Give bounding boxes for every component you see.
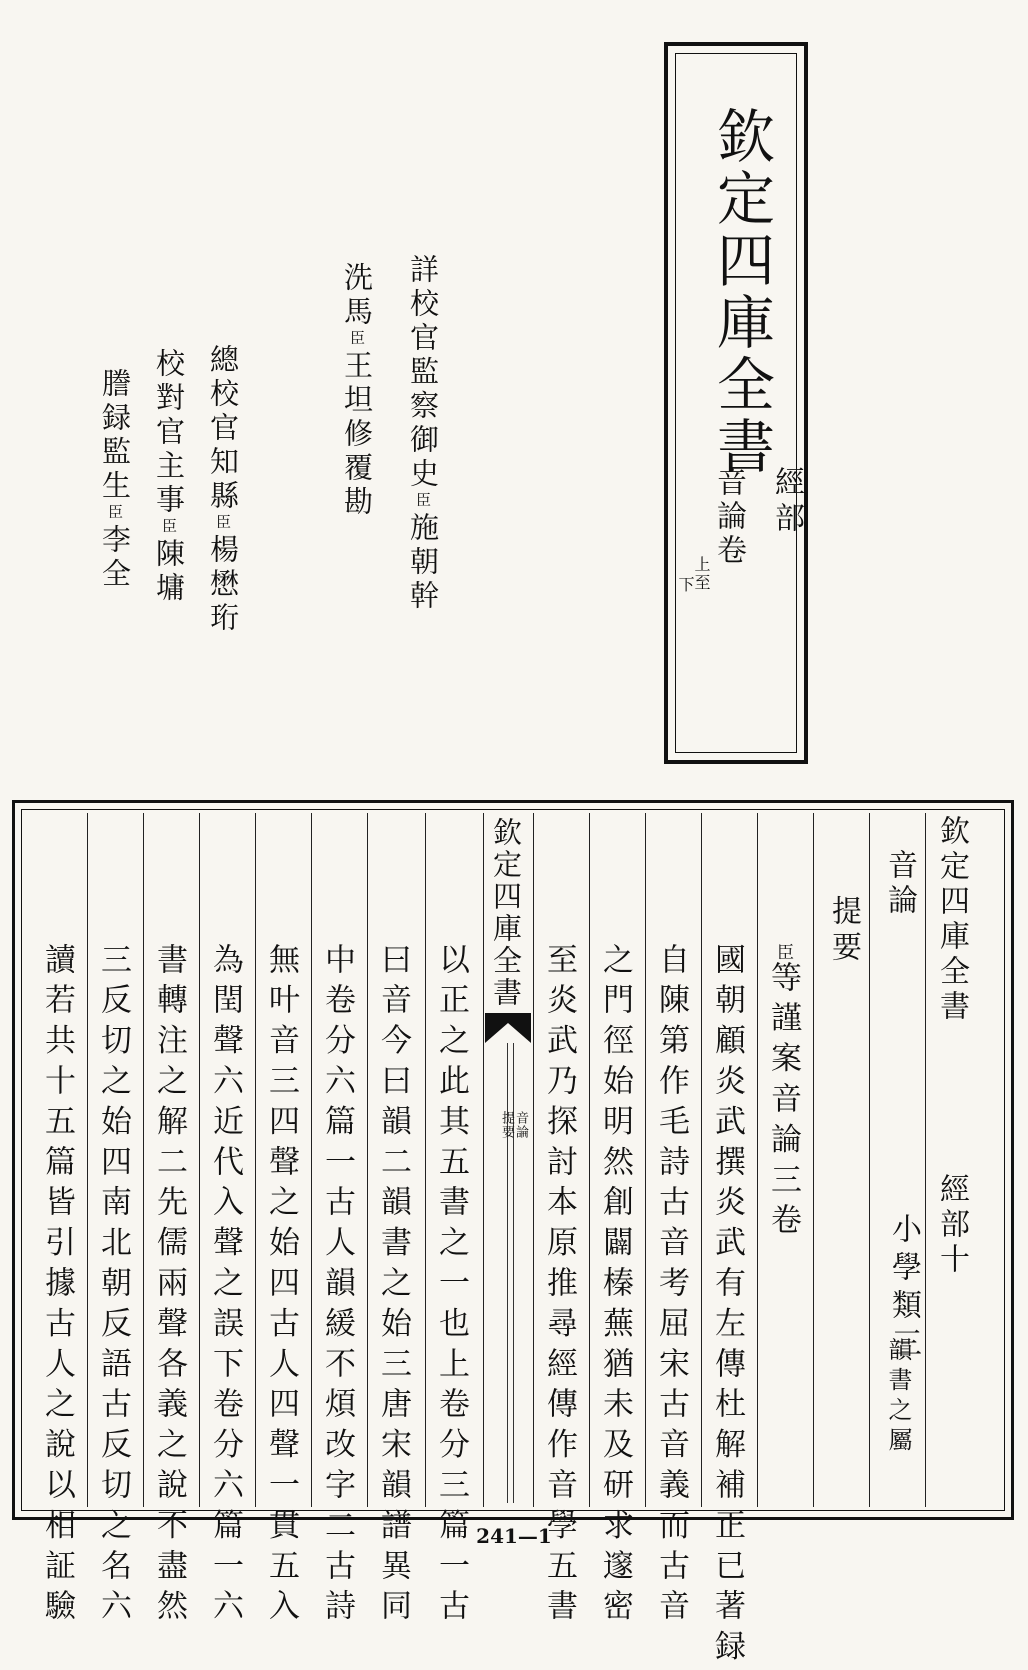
text-column: 書轉注之解二先儒兩聲各義之說不盡然	[151, 943, 187, 1630]
classification-sub: 韻書之屬	[884, 1337, 912, 1457]
credit-detail-b-marker: 臣	[348, 330, 366, 350]
slip-volume-b: 下	[676, 576, 695, 592]
column-rule	[813, 813, 814, 1507]
column-rule	[311, 813, 312, 1507]
page-header-category: 經部十	[934, 1173, 969, 1278]
fold-note-section: 提要	[499, 1111, 514, 1139]
credit-copyist-name: 李全	[98, 524, 132, 592]
credit-collator-marker: 臣	[160, 518, 178, 538]
page-header-title: 欽定四庫全書	[934, 815, 969, 1025]
text-column: 臣等謹案音論三卷	[765, 943, 801, 1244]
column-rule	[533, 813, 534, 1507]
credit-detail-b-title: 洗馬	[340, 262, 374, 330]
credit-chief	[206, 344, 240, 636]
fold-strip	[483, 811, 533, 1511]
column-rule	[869, 813, 870, 1507]
credit-copyist	[98, 368, 132, 592]
credit-copyist-title: 謄録監生	[98, 368, 132, 504]
credit-chief-marker: 臣	[214, 514, 232, 534]
slip-volume-a: 上至	[692, 556, 711, 592]
classification: 小學類三	[886, 1213, 921, 1365]
text-column: 以正之此其五書之一也上卷分三篇一古	[433, 943, 469, 1630]
credit-copyist-marker: 臣	[106, 504, 124, 524]
text-column: 曰音今曰韻二韻書之始三唐宋韻譜異同	[375, 943, 411, 1630]
credit-detail-a-name: 施朝幹	[406, 512, 440, 614]
page-number: 241—1	[476, 1524, 552, 1548]
fold-line	[507, 1043, 508, 1503]
column-rule	[925, 813, 926, 1507]
book-title: 音論	[882, 849, 917, 919]
column-rule	[589, 813, 590, 1507]
column-rule	[367, 813, 368, 1507]
slip-section: 經部	[769, 466, 804, 538]
credit-detail-a	[406, 254, 440, 614]
column-rule	[199, 813, 200, 1507]
credit-detail-b-name: 王坦修覆勘	[340, 350, 374, 520]
credit-chief-title: 總校官知縣	[206, 344, 240, 514]
column-rule	[645, 813, 646, 1507]
credit-detail-a-title: 詳校官監察御史	[406, 254, 440, 492]
text-column: 為閏聲六近代入聲之誤下卷分六篇一六	[207, 943, 243, 1630]
text-column: 之門徑始明然創闢榛蕪猶未及研求邃密	[597, 943, 633, 1630]
text-column: 無叶音三四聲之始四古人四聲一貫五入	[263, 943, 299, 1630]
column-rule	[425, 813, 426, 1507]
column-rule	[87, 813, 88, 1507]
fold-line	[513, 1043, 514, 1503]
text-column: 國朝顧炎武撰炎武有左傳杜解補正已著録	[709, 943, 745, 1670]
credit-collator-title: 校對官主事	[152, 348, 186, 518]
column-rule	[255, 813, 256, 1507]
column-rule	[483, 813, 484, 1507]
column-rule	[701, 813, 702, 1507]
fold-note-book: 音論	[513, 1111, 528, 1139]
slip-book: 音論卷	[711, 466, 746, 568]
text-column: 中卷分六篇一古人韻緩不煩改字二古詩	[319, 943, 355, 1630]
title-slip	[664, 42, 808, 764]
fishtail-mark	[485, 1023, 531, 1043]
text-column: 三反切之始四南北朝反語古反切之名六	[95, 943, 131, 1630]
column-rule	[143, 813, 144, 1507]
section-label: 提要	[826, 895, 861, 967]
text-column: 自陳第作毛詩古音考屈宋古音義而古音	[653, 943, 689, 1630]
credit-chief-name: 楊懋珩	[206, 534, 240, 636]
credit-collator-name: 陳墉	[152, 538, 186, 606]
credit-collator	[152, 348, 186, 606]
text-column: 至炎武乃探討本原推尋經傳作音學五書	[541, 943, 577, 1630]
credit-detail-a-marker: 臣	[414, 492, 432, 512]
text-column: 讀若共十五篇皆引據古人之說以相証驗	[39, 943, 75, 1630]
credit-detail-b	[340, 262, 374, 520]
slip-title: 欽定四庫全書	[707, 106, 775, 478]
fold-title: 欽定四庫全書	[489, 817, 523, 1009]
fishtail-mark	[485, 1013, 531, 1023]
column-rule	[757, 813, 758, 1507]
